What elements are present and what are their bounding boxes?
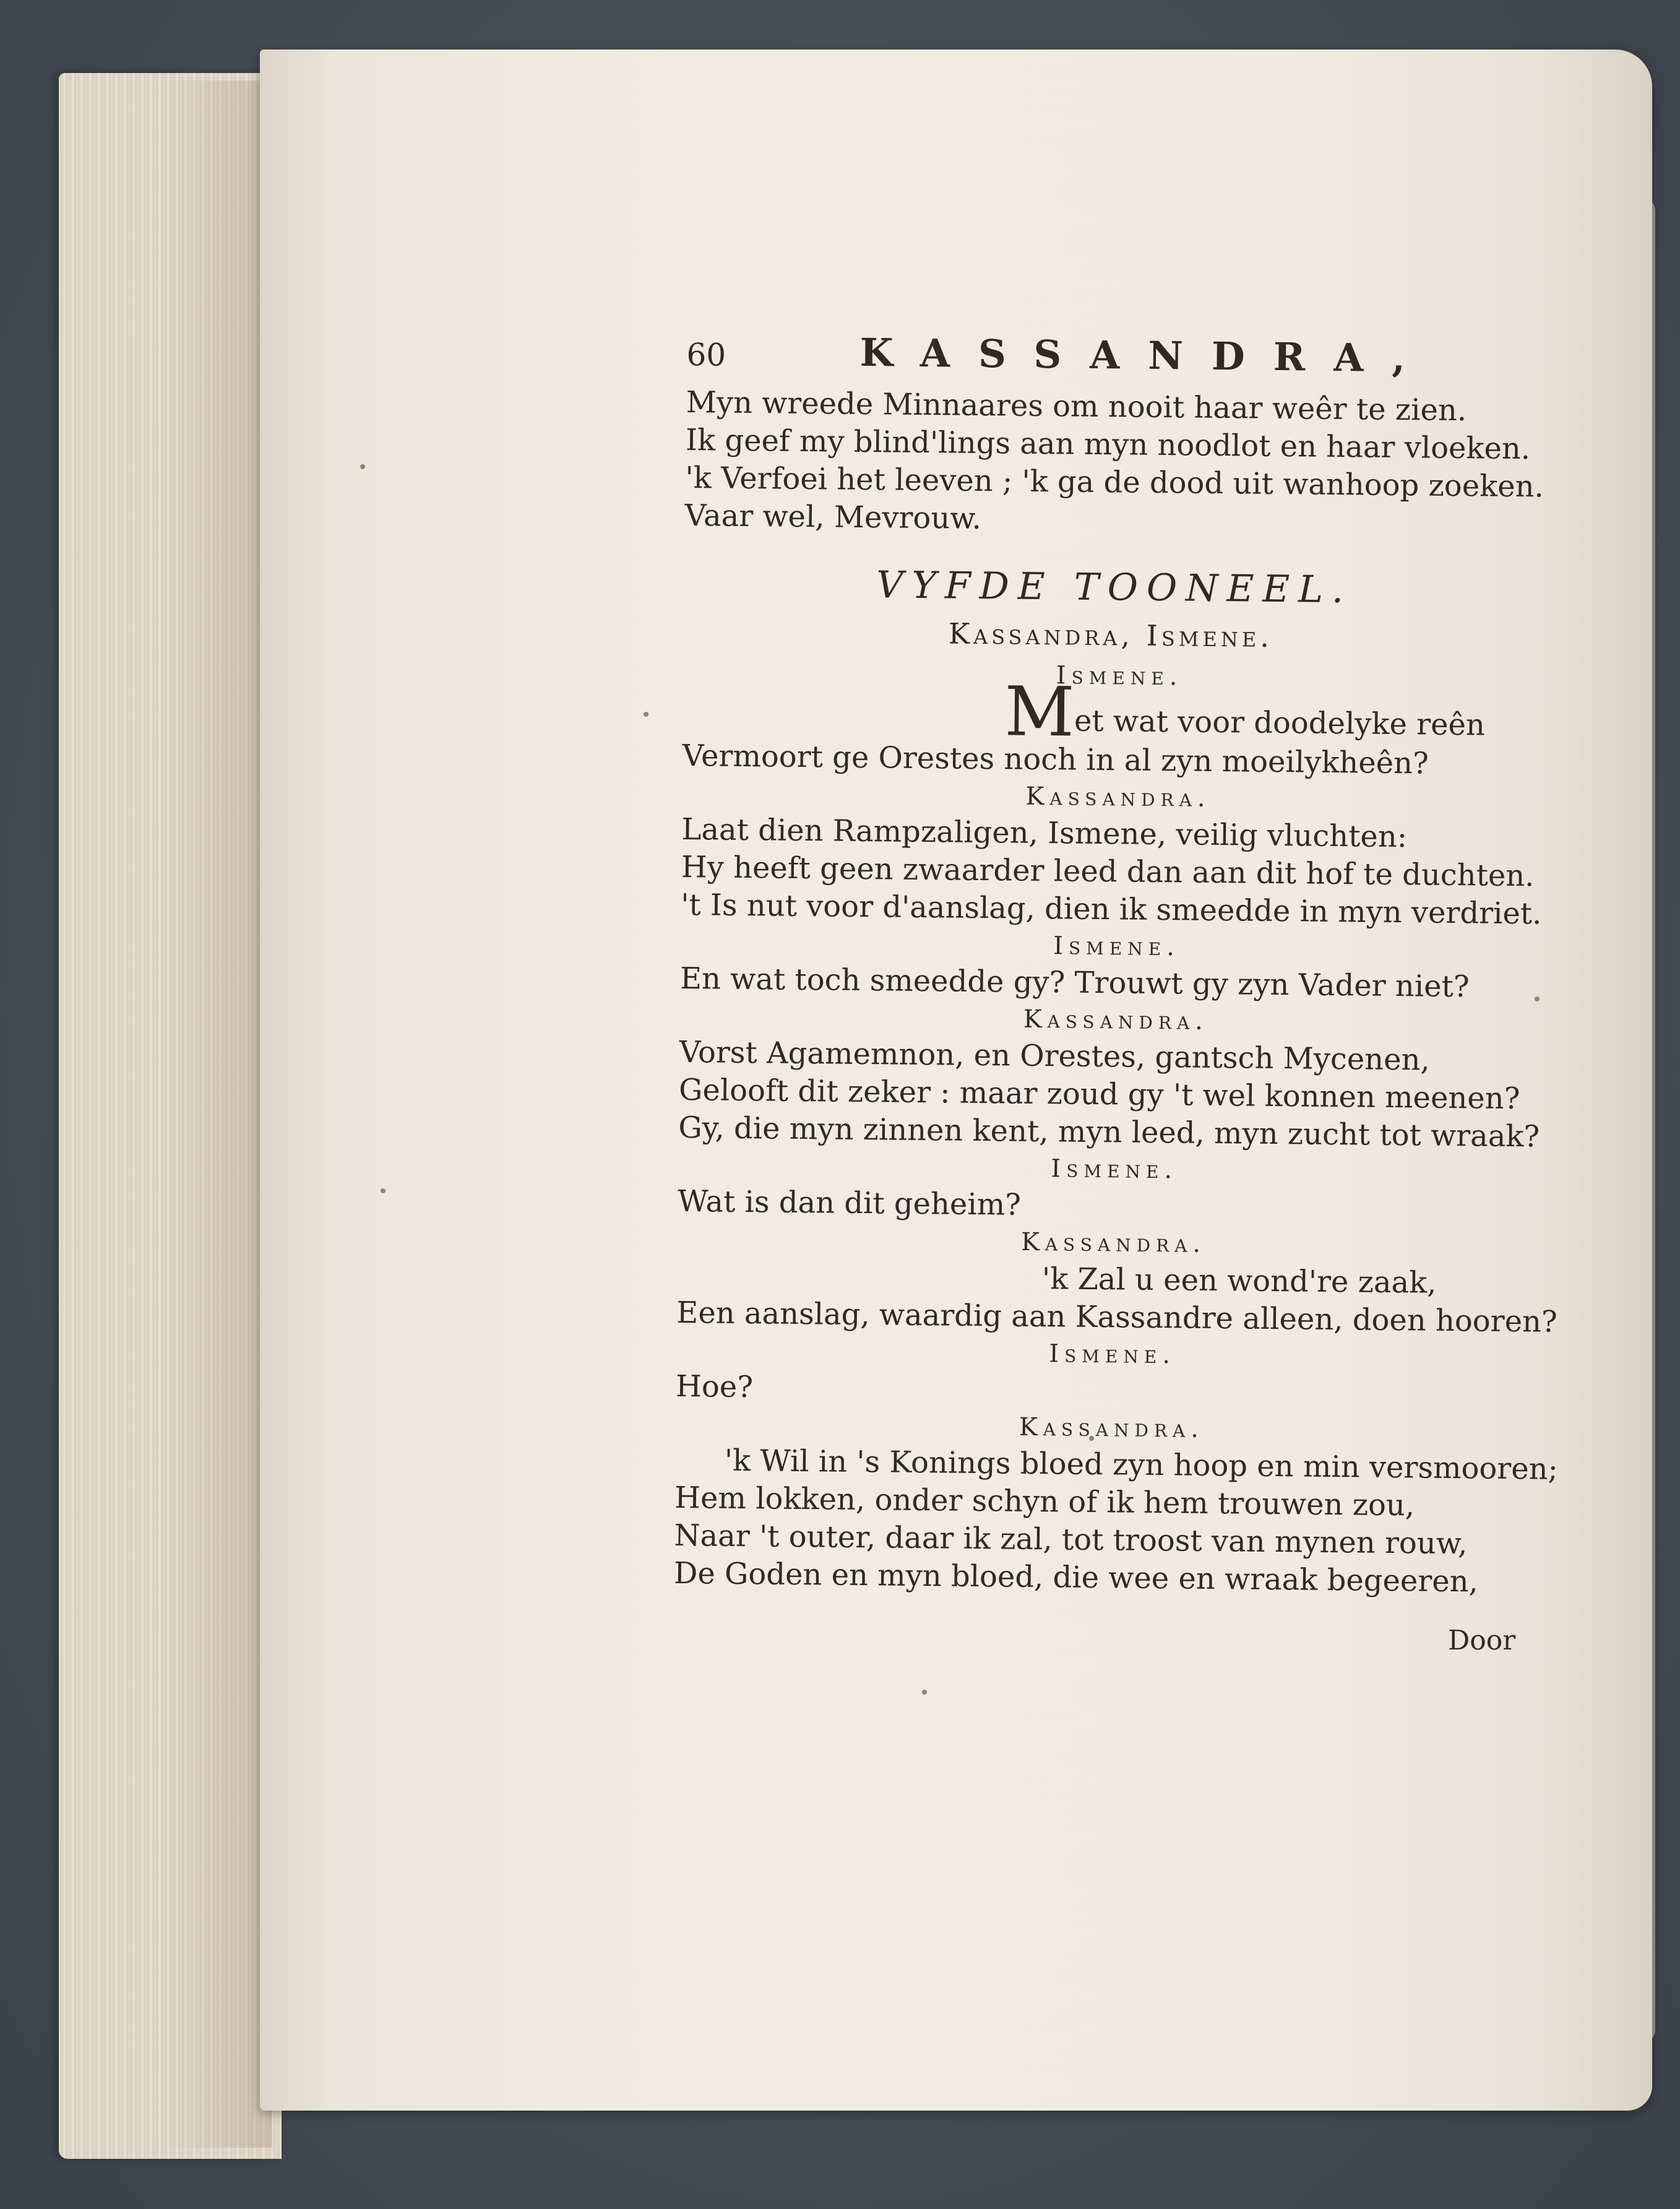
verse-line: Vermoort ge Orestes noch in al zyn moeilykheên?	[682, 738, 1429, 781]
paper-speck	[1535, 996, 1540, 1001]
speaker-name: Ismene.	[1053, 932, 1181, 962]
verse-line: Laat dien Rampzaligen, Ismene, veilig vluchten:	[681, 811, 1408, 855]
paper-speck	[644, 712, 648, 717]
scene-cast: Kassandra, Ismene.	[948, 616, 1273, 654]
speaker-name: Ismene.	[1051, 1154, 1178, 1185]
verse-line: 'k Wil in 's Konings bloed zyn hoop en min versmooren;	[724, 1443, 1559, 1487]
speaker-name: Kassandra.	[1019, 1412, 1205, 1443]
verse-line: Vorst Agamemnon, en Orestes, gantsch Mycenen,	[679, 1034, 1430, 1078]
verse-line: Hy heeft geen zwaarder leed dan aan dit hof te duchten.	[681, 849, 1535, 894]
paper-speck	[922, 1690, 927, 1695]
verse-line: Naar 't outer, daar ik zal, tot troost van mynen rouw,	[674, 1518, 1468, 1562]
verse-line: Gelooft dit zeker : maar zoud gy 't wel konnen meenen?	[678, 1072, 1520, 1117]
page-number: 60	[686, 336, 726, 373]
speaker-name: Ismene.	[1056, 661, 1183, 691]
page-stack-shadow	[161, 80, 272, 2148]
drop-cap: M	[1004, 672, 1075, 752]
verse-line: Ik geef my blind'lings aan myn noodlot en haar vloeken.	[685, 422, 1531, 467]
running-head	[686, 328, 1522, 392]
catchword: Door	[1448, 1625, 1516, 1656]
verse-line: Hem lokken, onder schyn of ik hem trouwen zou,	[674, 1480, 1415, 1523]
verse-line: 't Is nut voor d'aanslag, dien ik smeedde in myn verdriet.	[680, 887, 1542, 932]
paper-speck	[360, 464, 365, 469]
verse-line: Myn wreede Minnaares om nooit haar weêr te zien.	[686, 384, 1467, 428]
running-title: KASSANDRA,	[859, 329, 1434, 381]
speaker-name: Kassandra.	[1025, 782, 1211, 813]
verse-line: Gy, die myn zinnen kent, myn leed, myn zucht tot wraak?	[678, 1110, 1540, 1154]
speaker-name: Kassandra.	[1023, 1005, 1209, 1035]
speaker-name: Ismene.	[1049, 1339, 1176, 1370]
verse-line: Wat is dan dit geheim?	[677, 1183, 1022, 1222]
text-block	[673, 328, 1559, 1601]
scene-heading: VYFDE TOONEEL.	[876, 563, 1353, 612]
verse-line: 'k Verfoei het leeven ; 'k ga de dood uit wanhoop zoeken.	[685, 460, 1544, 504]
verse-line: Vaar wel, Mevrouw.	[684, 498, 982, 536]
verse-text: et wat voor doodelyke reên	[1074, 703, 1486, 743]
verse-line: 'k Zal u een wond're zaak,	[1041, 1261, 1437, 1300]
verse-line: Hoe?	[675, 1368, 754, 1405]
speaker-name: Kassandra.	[1020, 1227, 1207, 1258]
paper-speck	[381, 1188, 386, 1193]
verse-line: En wat toch smeedde gy? Trouwt gy zyn Vader niet?	[679, 961, 1470, 1005]
verse-line: De Goden en myn bloed, die wee en wraak begeeren,	[673, 1555, 1479, 1599]
verse-line: Een aanslag, waardig aan Kassandre alleen, doen hooren?	[676, 1295, 1557, 1339]
